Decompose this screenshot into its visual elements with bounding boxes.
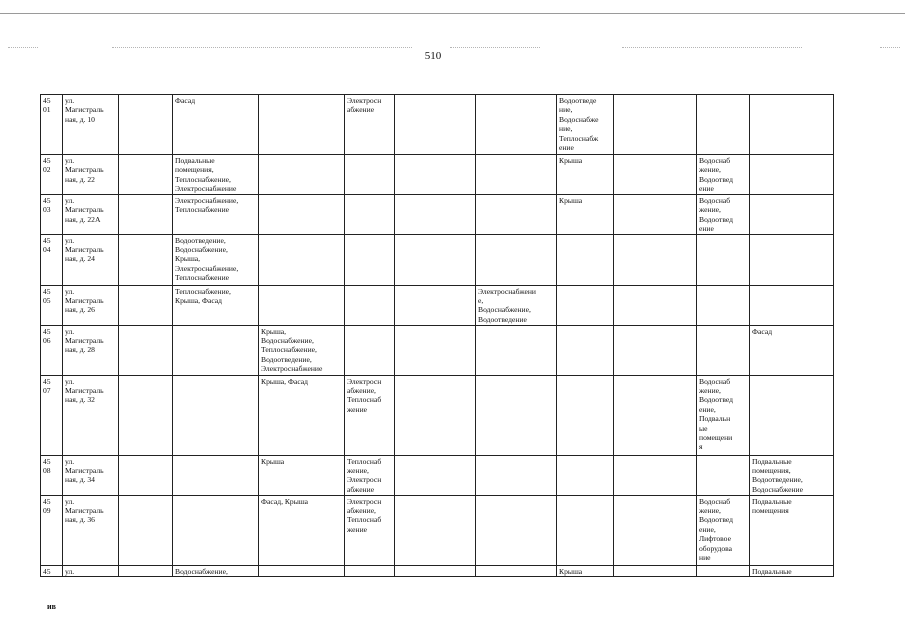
- work-type-cell: [476, 565, 557, 576]
- work-type-cell: [259, 195, 345, 235]
- table-row: [41, 195, 834, 235]
- work-type-cell: Крыша, Фасад: [259, 375, 345, 455]
- table-row: [41, 234, 834, 285]
- work-type-cell: [259, 234, 345, 285]
- work-type-cell: Электросн абжение, Теплоснаб жение: [345, 375, 395, 455]
- work-type-cell: Водоснаб жение, Водоотвед ение, Подвальн ые помещени я: [697, 375, 750, 455]
- work-type-cell: [476, 375, 557, 455]
- work-type-cell: [557, 495, 614, 565]
- table-row: [41, 375, 834, 455]
- work-type-cell: [119, 234, 173, 285]
- address-cell: ул. Магистраль ная, д. 26: [63, 285, 119, 325]
- work-type-cell: [614, 234, 697, 285]
- address-cell: ул. Магистраль ная, д. 10: [63, 95, 119, 155]
- work-type-cell: Электроснабжени е, Водоснабжение, Водоотведение: [476, 285, 557, 325]
- work-type-cell: [557, 455, 614, 495]
- work-type-cell: [476, 234, 557, 285]
- work-type-cell: Водоснабжение,: [173, 565, 259, 576]
- work-type-cell: [173, 495, 259, 565]
- address-cell: ул.: [63, 565, 119, 576]
- work-type-cell: [395, 234, 476, 285]
- work-type-cell: [395, 285, 476, 325]
- work-type-cell: Электросн абжение: [345, 95, 395, 155]
- table-row: [41, 495, 834, 565]
- building-repair-table: [40, 94, 834, 577]
- work-type-cell: Подвальные: [750, 565, 834, 576]
- work-type-cell: [119, 495, 173, 565]
- work-type-cell: [259, 565, 345, 576]
- work-type-cell: [259, 95, 345, 155]
- row-number-cell: 45 05: [41, 285, 63, 325]
- address-cell: ул. Магистраль ная, д. 22: [63, 155, 119, 195]
- work-type-cell: [345, 285, 395, 325]
- work-type-cell: [697, 95, 750, 155]
- work-type-cell: [614, 565, 697, 576]
- work-type-cell: [476, 195, 557, 235]
- work-type-cell: Фасад: [173, 95, 259, 155]
- top-scan-rule: [0, 13, 905, 14]
- header-dotted-rule: [450, 47, 540, 48]
- work-type-cell: Крыша: [557, 565, 614, 576]
- work-type-cell: [750, 155, 834, 195]
- header-dotted-rule: [880, 47, 900, 48]
- work-type-cell: [395, 325, 476, 375]
- table-row: [41, 285, 834, 325]
- work-type-cell: [476, 455, 557, 495]
- work-type-cell: [345, 195, 395, 235]
- work-type-cell: Водоснаб жение, Водоотвед ение, Лифтовое оборудова ние: [697, 495, 750, 565]
- work-type-cell: [557, 234, 614, 285]
- work-type-cell: [119, 375, 173, 455]
- work-type-cell: [614, 455, 697, 495]
- work-type-cell: Теплоснабжение, Крыша, Фасад: [173, 285, 259, 325]
- work-type-cell: [476, 495, 557, 565]
- work-type-cell: [750, 285, 834, 325]
- work-type-cell: [395, 95, 476, 155]
- header-dotted-rule: [112, 47, 412, 48]
- work-type-cell: [395, 155, 476, 195]
- work-type-cell: Подвальные помещения, Водоотведение, Водоснабжение: [750, 455, 834, 495]
- address-cell: ул. Магистраль ная, д. 28: [63, 325, 119, 375]
- work-type-cell: [173, 455, 259, 495]
- table-row: [41, 325, 834, 375]
- work-type-cell: [345, 565, 395, 576]
- work-type-cell: [557, 375, 614, 455]
- work-type-cell: [395, 455, 476, 495]
- work-type-cell: [750, 234, 834, 285]
- address-cell: ул. Магистраль ная, д. 34: [63, 455, 119, 495]
- table-row: [41, 455, 834, 495]
- work-type-cell: Теплоснаб жение, Электросн абжение: [345, 455, 395, 495]
- work-type-cell: [173, 375, 259, 455]
- row-number-cell: 45 06: [41, 325, 63, 375]
- work-type-cell: [119, 95, 173, 155]
- work-type-cell: Подвальные помещения, Теплоснабжение, Электроснабжение: [173, 155, 259, 195]
- work-type-cell: [345, 325, 395, 375]
- work-type-cell: Фасад, Крыша: [259, 495, 345, 565]
- work-type-cell: [173, 325, 259, 375]
- work-type-cell: [476, 95, 557, 155]
- header-dotted-rule: [622, 47, 802, 48]
- work-type-cell: [119, 565, 173, 576]
- work-type-cell: Фасад: [750, 325, 834, 375]
- work-type-cell: Водоснаб жение, Водоотвед ение: [697, 195, 750, 235]
- address-cell: ул. Магистраль ная, д. 22А: [63, 195, 119, 235]
- work-type-cell: [395, 495, 476, 565]
- work-type-cell: [395, 565, 476, 576]
- work-type-cell: [697, 285, 750, 325]
- work-type-cell: [614, 495, 697, 565]
- work-type-cell: [119, 195, 173, 235]
- work-type-cell: [476, 155, 557, 195]
- work-type-cell: [614, 325, 697, 375]
- work-type-cell: [557, 325, 614, 375]
- address-cell: ул. Магистраль ная, д. 36: [63, 495, 119, 565]
- work-type-cell: Электроснабжение, Теплоснабжение: [173, 195, 259, 235]
- work-type-cell: [697, 565, 750, 576]
- work-type-cell: Водоснаб жение, Водоотвед ение: [697, 155, 750, 195]
- work-type-cell: [119, 325, 173, 375]
- table-row: [41, 155, 834, 195]
- work-type-cell: [395, 375, 476, 455]
- work-type-cell: Крыша: [557, 195, 614, 235]
- row-number-cell: 45 07: [41, 375, 63, 455]
- footer-mark: ив: [47, 602, 56, 611]
- row-number-cell: 45 08: [41, 455, 63, 495]
- work-type-cell: Электросн абжение, Теплоснаб жение: [345, 495, 395, 565]
- work-type-cell: [750, 95, 834, 155]
- work-type-cell: [614, 95, 697, 155]
- work-type-cell: [119, 155, 173, 195]
- table-row: [41, 565, 834, 576]
- work-type-cell: Крыша: [259, 455, 345, 495]
- work-type-cell: [119, 455, 173, 495]
- work-type-cell: [259, 285, 345, 325]
- row-number-cell: 45 09: [41, 495, 63, 565]
- work-type-cell: [614, 195, 697, 235]
- work-type-cell: [476, 325, 557, 375]
- row-number-cell: 45: [41, 565, 63, 576]
- header-dotted-rule: [8, 47, 38, 48]
- work-type-cell: [259, 155, 345, 195]
- work-type-cell: Водоотведе ние, Водоснабже ние, Теплоснабж ение: [557, 95, 614, 155]
- work-type-cell: Крыша, Водоснабжение, Теплоснабжение, Водоотведение, Электроснабжение: [259, 325, 345, 375]
- table-row: [41, 95, 834, 155]
- address-cell: ул. Магистраль ная, д. 32: [63, 375, 119, 455]
- work-type-cell: [614, 155, 697, 195]
- work-type-cell: Водоотведение, Водоснабжение, Крыша, Электроснабжение, Теплоснабжение: [173, 234, 259, 285]
- work-type-cell: [750, 375, 834, 455]
- work-type-cell: [614, 375, 697, 455]
- work-type-cell: Крыша: [557, 155, 614, 195]
- row-number-cell: 45 02: [41, 155, 63, 195]
- work-type-cell: [119, 285, 173, 325]
- work-type-cell: [750, 195, 834, 235]
- page-number: 510: [424, 50, 442, 62]
- row-number-cell: 45 03: [41, 195, 63, 235]
- work-type-cell: [395, 195, 476, 235]
- work-type-cell: [614, 285, 697, 325]
- work-type-cell: [557, 285, 614, 325]
- row-number-cell: 45 01: [41, 95, 63, 155]
- address-cell: ул. Магистраль ная, д. 24: [63, 234, 119, 285]
- work-type-cell: [697, 234, 750, 285]
- work-type-cell: [697, 455, 750, 495]
- row-number-cell: 45 04: [41, 234, 63, 285]
- work-type-cell: [345, 234, 395, 285]
- work-type-cell: [697, 325, 750, 375]
- work-type-cell: Подвальные помещения: [750, 495, 834, 565]
- work-type-cell: [345, 155, 395, 195]
